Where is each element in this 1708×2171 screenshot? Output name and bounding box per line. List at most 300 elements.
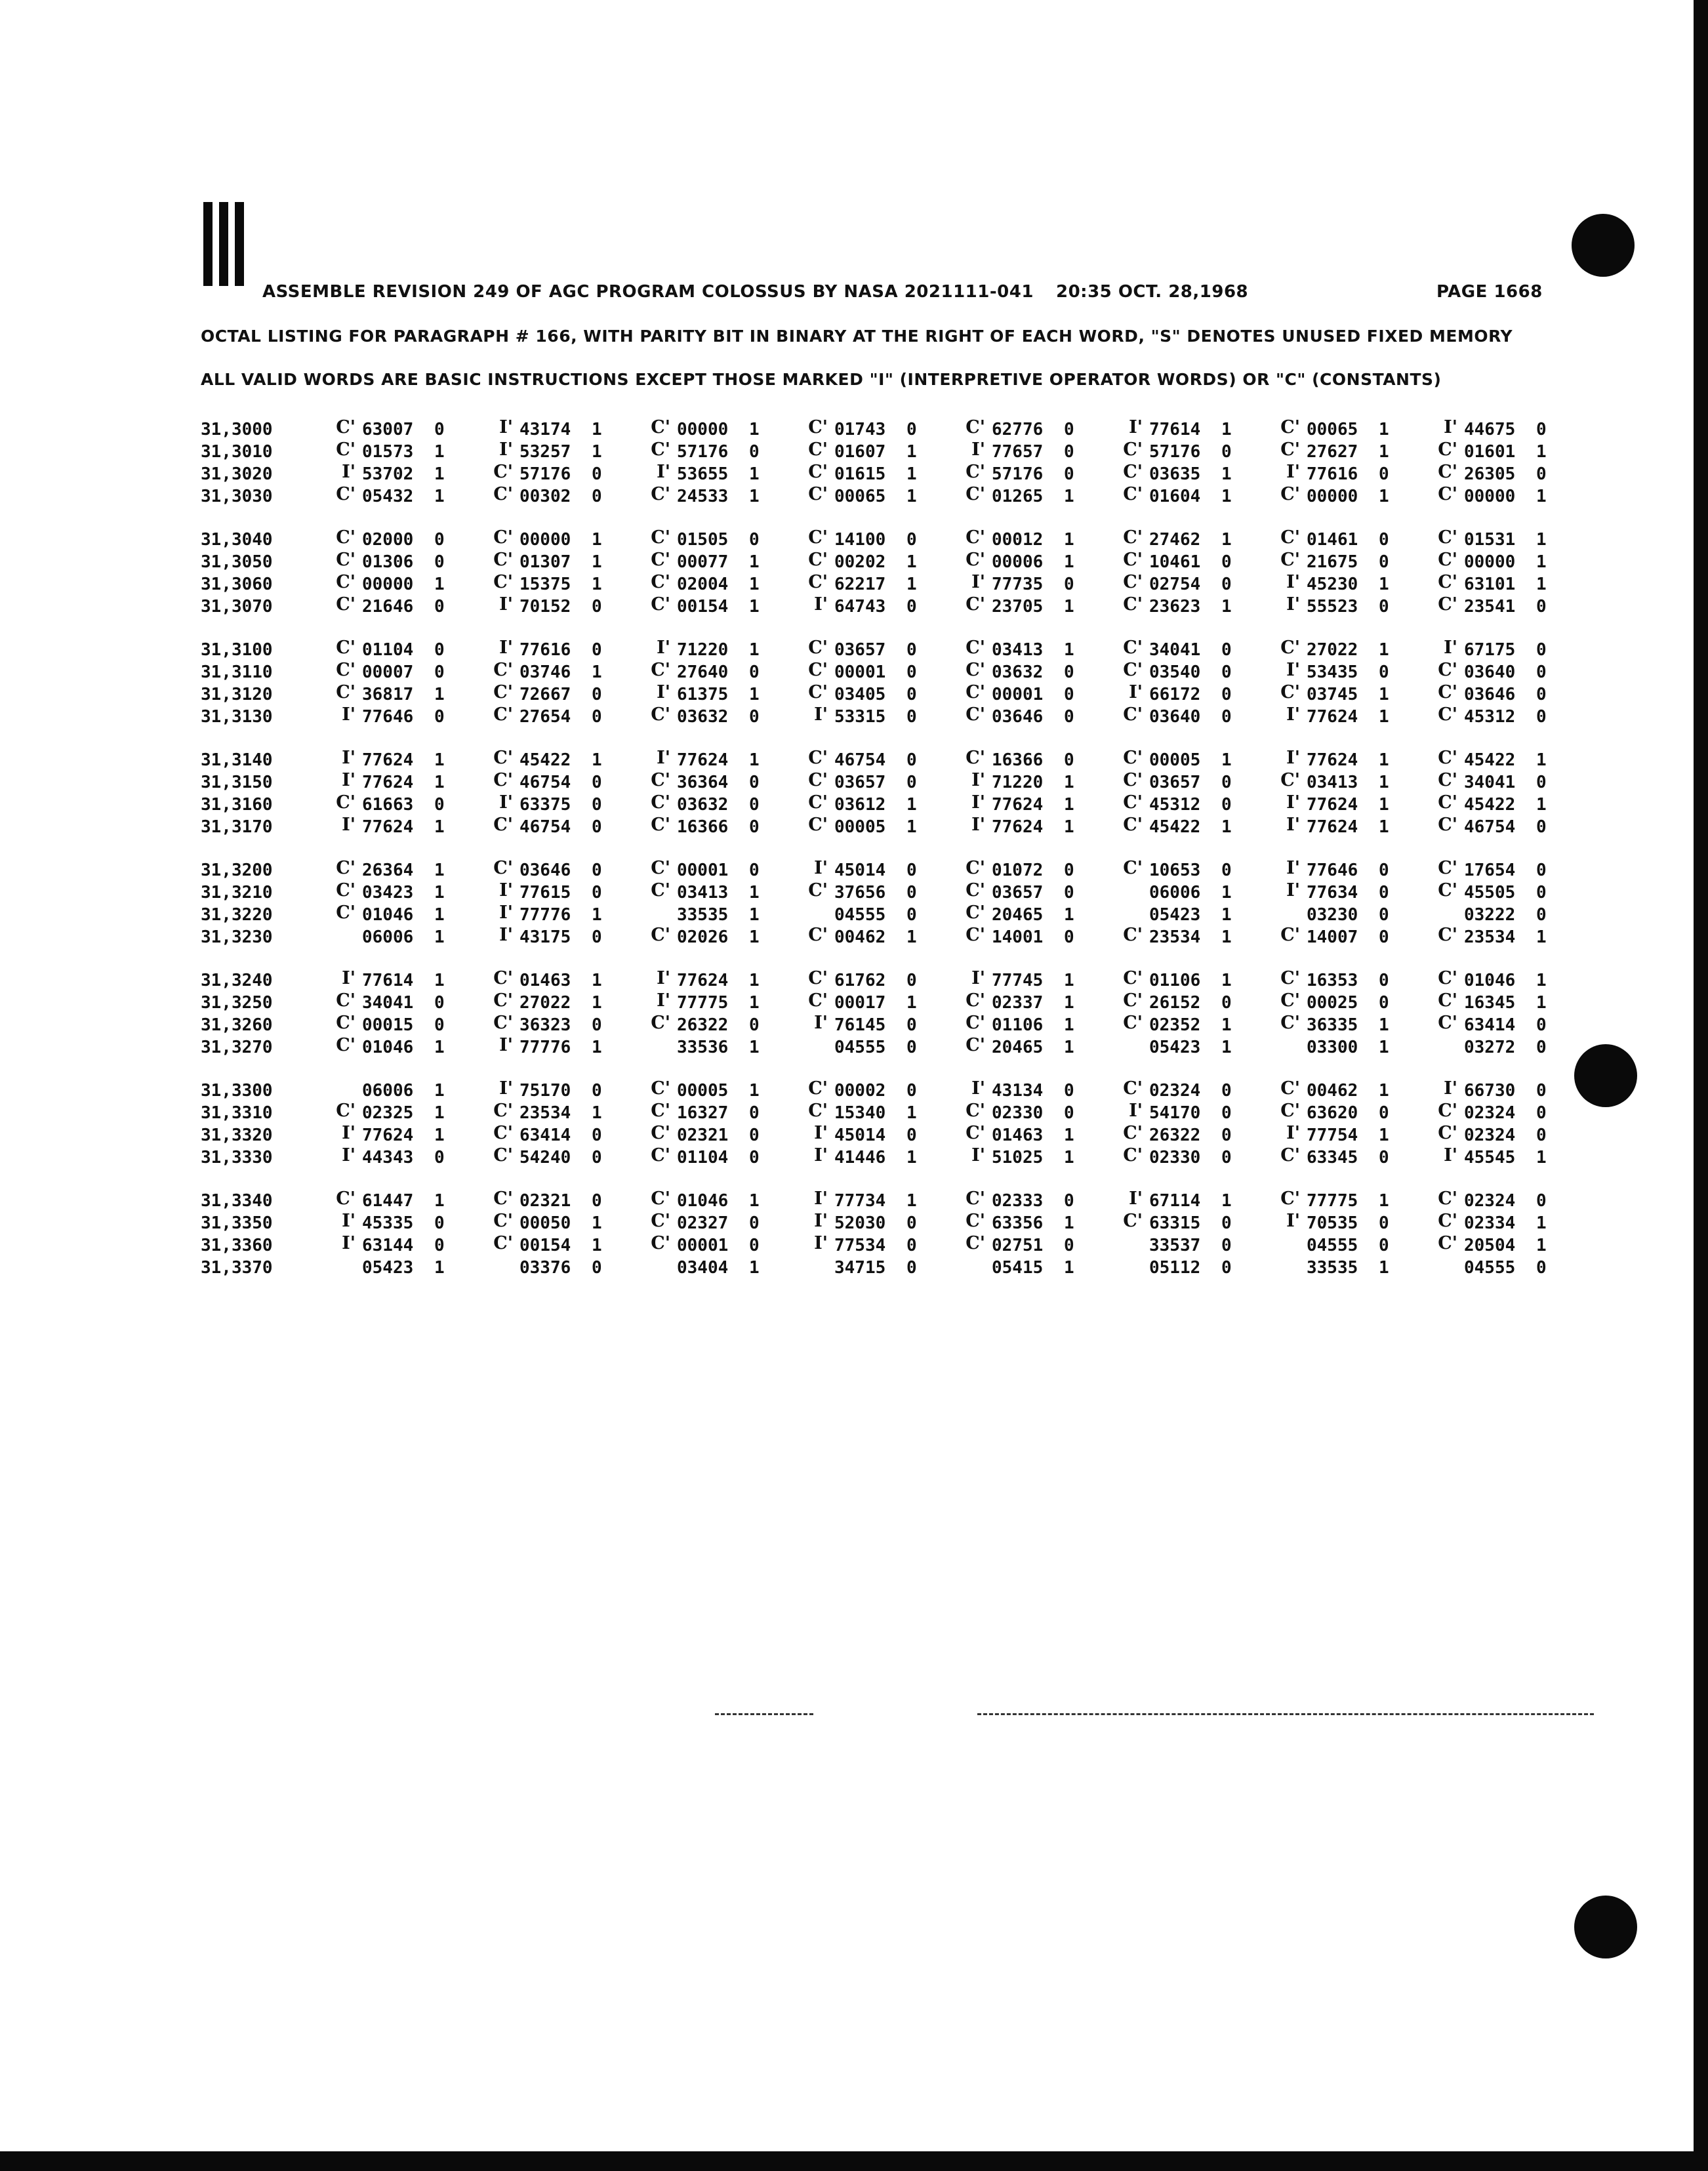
word-value: 77646 (362, 707, 414, 727)
word-type-marker: I' (657, 462, 670, 482)
word-value: 02754 (1149, 575, 1201, 594)
parity-bit: 0 (906, 773, 917, 792)
parity-bit: 1 (906, 817, 917, 837)
word-value: 20465 (992, 1038, 1044, 1057)
word-type-marker: C' (808, 990, 828, 1011)
parity-bit: 0 (592, 1015, 602, 1035)
word-value: 00000 (1464, 487, 1516, 506)
word-value: 01607 (834, 442, 886, 462)
parity-bit: 0 (1536, 420, 1547, 439)
parity-bit: 0 (906, 1015, 917, 1035)
word-type-marker: C' (808, 925, 828, 945)
word-value: 00015 (362, 1015, 414, 1035)
parity-bit: 0 (749, 795, 760, 815)
word-type-marker: C' (966, 484, 985, 504)
row-address: 31,3130 (201, 707, 273, 727)
word-type-marker: I' (342, 748, 356, 768)
word-type-marker: C' (966, 550, 985, 570)
word-type-marker: I' (657, 968, 670, 988)
word-value: 26322 (677, 1015, 729, 1035)
word-value: 23623 (1149, 597, 1201, 617)
word-value: 02352 (1149, 1015, 1201, 1035)
word-type-marker: I' (1286, 572, 1300, 592)
word-type-marker: C' (966, 1013, 985, 1033)
word-type-marker: I' (657, 682, 670, 702)
listing-description-line-2: ALL VALID WORDS ARE BASIC INSTRUCTIONS EXCEPT THOSE MARKED "I" (INTERPRETIVE OPERATOR WORDS) OR "C" (CONSTANTS) (201, 370, 1442, 389)
word-value: 03745 (1307, 685, 1358, 704)
parity-bit: 0 (1064, 1236, 1074, 1255)
row-address: 31,3030 (201, 487, 273, 506)
row-address: 31,3040 (201, 530, 273, 550)
word-value: 01463 (992, 1126, 1044, 1145)
parity-bit: 0 (1221, 993, 1232, 1013)
word-type-marker: I' (1444, 1145, 1457, 1166)
word-value: 63101 (1464, 575, 1516, 594)
word-type-marker: C' (493, 1101, 513, 1121)
word-type-marker: C' (1438, 704, 1457, 725)
scan-border-bottom (0, 2151, 1708, 2171)
parity-bit: 0 (1221, 442, 1232, 462)
word-value: 27654 (519, 707, 571, 727)
word-value: 00000 (519, 530, 571, 550)
parity-bit: 1 (434, 750, 445, 770)
word-type-marker: I' (342, 968, 356, 988)
word-type-marker: C' (1123, 1013, 1143, 1033)
word-type-marker: I' (971, 770, 985, 790)
row-address: 31,3000 (201, 420, 273, 439)
word-type-marker: C' (651, 925, 670, 945)
word-type-marker: C' (808, 462, 828, 482)
listing-timestamp: 20:35 OCT. 28,1968 (1056, 282, 1249, 302)
word-type-marker: C' (651, 417, 670, 437)
word-value: 77624 (992, 795, 1044, 815)
word-value: 77624 (1307, 817, 1358, 837)
word-type-marker: C' (808, 484, 828, 504)
parity-bit: 0 (1221, 1126, 1232, 1145)
word-value: 63345 (1307, 1148, 1358, 1167)
parity-bit: 0 (1064, 685, 1074, 704)
word-value: 01046 (362, 1038, 414, 1057)
parity-bit: 0 (749, 1148, 760, 1167)
word-value: 77776 (519, 1038, 571, 1057)
row-address: 31,3240 (201, 971, 273, 990)
parity-bit: 1 (1379, 1038, 1389, 1057)
parity-bit: 1 (749, 971, 760, 990)
word-value: 61663 (362, 795, 414, 815)
word-value: 00002 (834, 1081, 886, 1101)
parity-bit: 1 (749, 420, 760, 439)
word-value: 46754 (519, 773, 571, 792)
parity-bit: 0 (749, 442, 760, 462)
word-value: 23705 (992, 597, 1044, 617)
parity-bit: 1 (1064, 1148, 1074, 1167)
word-value: 03657 (834, 640, 886, 660)
word-type-marker: C' (966, 417, 985, 437)
parity-bit: 1 (1221, 750, 1232, 770)
parity-bit: 0 (1536, 640, 1547, 660)
word-value: 77734 (834, 1191, 886, 1211)
word-type-marker: I' (814, 594, 828, 615)
parity-bit: 0 (1536, 861, 1547, 880)
word-value: 63375 (519, 795, 571, 815)
word-type-marker: C' (808, 638, 828, 658)
word-value: 00005 (834, 817, 886, 837)
parity-bit: 0 (1536, 464, 1547, 484)
word-type-marker: C' (1123, 748, 1143, 768)
word-value: 02334 (1464, 1213, 1516, 1233)
word-value: 06006 (362, 927, 414, 947)
word-value: 00000 (1307, 487, 1358, 506)
word-type-marker: C' (493, 660, 513, 680)
word-type-marker: C' (1438, 748, 1457, 768)
parity-bit: 1 (1536, 1213, 1547, 1233)
word-value: 26322 (1149, 1126, 1201, 1145)
parity-bit: 1 (906, 993, 917, 1013)
parity-bit: 0 (434, 530, 445, 550)
word-type-marker: C' (1280, 770, 1300, 790)
word-type-marker: C' (336, 1188, 356, 1209)
word-type-marker: C' (651, 880, 670, 901)
row-address: 31,3320 (201, 1126, 273, 1145)
parity-bit: 1 (434, 773, 445, 792)
parity-bit: 0 (1536, 1103, 1547, 1123)
word-value: 77614 (1149, 420, 1201, 439)
word-value: 52030 (834, 1213, 886, 1233)
word-value: 77634 (1307, 883, 1358, 903)
parity-bit: 0 (906, 1081, 917, 1101)
word-value: 16327 (677, 1103, 729, 1123)
word-value: 02324 (1464, 1191, 1516, 1211)
word-type-marker: C' (966, 704, 985, 725)
word-value: 00462 (834, 927, 886, 947)
parity-bit: 1 (1064, 905, 1074, 925)
word-value: 03272 (1464, 1038, 1516, 1057)
word-type-marker: I' (342, 704, 356, 725)
word-type-marker: C' (808, 660, 828, 680)
parity-bit: 0 (592, 1126, 602, 1145)
word-value: 46754 (519, 817, 571, 837)
word-type-marker: C' (493, 572, 513, 592)
parity-bit: 1 (434, 905, 445, 925)
word-type-marker: C' (1438, 968, 1457, 988)
parity-bit: 1 (434, 575, 445, 594)
word-type-marker: C' (1438, 1211, 1457, 1231)
word-type-marker: C' (966, 858, 985, 878)
parity-bit: 0 (434, 993, 445, 1013)
word-type-marker: C' (493, 990, 513, 1011)
word-type-marker: I' (971, 1078, 985, 1099)
word-type-marker: C' (808, 1078, 828, 1099)
word-value: 03423 (362, 883, 414, 903)
word-value: 00462 (1307, 1081, 1358, 1101)
word-type-marker: C' (1123, 792, 1143, 813)
parity-bit: 1 (1379, 707, 1389, 727)
row-address: 31,3100 (201, 640, 273, 660)
word-type-marker: I' (499, 417, 513, 437)
parity-bit: 1 (1536, 1236, 1547, 1255)
word-value: 03657 (992, 883, 1044, 903)
word-value: 61447 (362, 1191, 414, 1211)
word-value: 02324 (1149, 1081, 1201, 1101)
word-value: 43174 (519, 420, 571, 439)
parity-bit: 0 (1064, 861, 1074, 880)
row-address: 31,3150 (201, 773, 273, 792)
parity-bit: 0 (592, 1148, 602, 1167)
parity-bit: 1 (1221, 817, 1232, 837)
word-type-marker: C' (1123, 572, 1143, 592)
parity-bit: 1 (1536, 927, 1547, 947)
parity-bit: 0 (906, 597, 917, 617)
parity-bit: 1 (1536, 530, 1547, 550)
word-value: 46754 (1464, 817, 1516, 837)
word-type-marker: I' (1129, 682, 1143, 702)
word-value: 43134 (992, 1081, 1044, 1101)
parity-bit: 0 (1379, 971, 1389, 990)
word-value: 00065 (834, 487, 886, 506)
row-address: 31,3260 (201, 1015, 273, 1035)
word-value: 16353 (1307, 971, 1358, 990)
parity-bit: 1 (1221, 1015, 1232, 1035)
word-type-marker: I' (1444, 417, 1457, 437)
word-value: 00154 (519, 1236, 571, 1255)
word-value: 02321 (519, 1191, 571, 1211)
word-value: 45312 (1464, 707, 1516, 727)
word-value: 71220 (992, 773, 1044, 792)
word-value: 05112 (1149, 1258, 1201, 1278)
word-value: 77624 (992, 817, 1044, 837)
word-type-marker: C' (1438, 550, 1457, 570)
parity-bit: 1 (1064, 795, 1074, 815)
word-type-marker: C' (651, 770, 670, 790)
word-value: 02333 (992, 1191, 1044, 1211)
word-value: 36323 (519, 1015, 571, 1035)
word-type-marker: C' (966, 1188, 985, 1209)
parity-bit: 0 (906, 750, 917, 770)
parity-bit: 0 (1379, 530, 1389, 550)
word-type-marker: C' (1438, 594, 1457, 615)
word-type-marker: I' (1286, 880, 1300, 901)
word-type-marker: C' (1123, 968, 1143, 988)
parity-bit: 1 (434, 1191, 445, 1211)
word-type-marker: C' (651, 1233, 670, 1253)
word-value: 00000 (1464, 552, 1516, 572)
parity-bit: 1 (906, 1191, 917, 1211)
parity-bit: 1 (592, 575, 602, 594)
word-value: 03413 (677, 883, 729, 903)
parity-bit: 1 (1221, 487, 1232, 506)
parity-bit: 1 (592, 442, 602, 462)
word-value: 77616 (1307, 464, 1358, 484)
parity-bit: 0 (1064, 464, 1074, 484)
word-type-marker: I' (1286, 594, 1300, 615)
word-value: 63007 (362, 420, 414, 439)
word-type-marker: C' (1438, 1123, 1457, 1143)
word-type-marker: I' (814, 1211, 828, 1231)
word-value: 04555 (1464, 1258, 1516, 1278)
word-value: 00017 (834, 993, 886, 1013)
word-value: 01046 (677, 1191, 729, 1211)
tear-line-right (977, 1713, 1594, 1715)
parity-bit: 1 (434, 1126, 445, 1145)
word-type-marker: C' (651, 815, 670, 835)
word-value: 03657 (834, 773, 886, 792)
parity-bit: 1 (749, 685, 760, 704)
word-type-marker: C' (1123, 770, 1143, 790)
word-type-marker: C' (1438, 858, 1457, 878)
parity-bit: 1 (906, 575, 917, 594)
word-type-marker: C' (651, 527, 670, 548)
word-value: 26152 (1149, 993, 1201, 1013)
word-value: 36364 (677, 773, 729, 792)
parity-bit: 1 (1379, 1191, 1389, 1211)
word-type-marker: C' (1280, 682, 1300, 702)
word-type-marker: C' (336, 638, 356, 658)
word-value: 24533 (677, 487, 729, 506)
word-value: 00077 (677, 552, 729, 572)
parity-bit: 0 (1536, 1258, 1547, 1278)
word-value: 57176 (1149, 442, 1201, 462)
word-type-marker: I' (1286, 858, 1300, 878)
word-type-marker: I' (814, 1233, 828, 1253)
word-type-marker: I' (1129, 1101, 1143, 1121)
word-value: 77624 (362, 1126, 414, 1145)
word-value: 03646 (992, 707, 1044, 727)
word-value: 54170 (1149, 1103, 1201, 1123)
word-value: 53655 (677, 464, 729, 484)
word-type-marker: C' (808, 968, 828, 988)
parity-bit: 1 (434, 487, 445, 506)
word-type-marker: C' (1123, 925, 1143, 945)
parity-bit: 1 (1221, 905, 1232, 925)
word-value: 03657 (1149, 773, 1201, 792)
parity-bit: 0 (1221, 1258, 1232, 1278)
word-value: 00050 (519, 1213, 571, 1233)
word-value: 03646 (1464, 685, 1516, 704)
parity-bit: 0 (434, 597, 445, 617)
parity-bit: 1 (1221, 464, 1232, 484)
word-type-marker: C' (1123, 462, 1143, 482)
word-type-marker: C' (1280, 417, 1300, 437)
word-value: 77775 (1307, 1191, 1358, 1211)
parity-bit: 0 (592, 773, 602, 792)
word-value: 04555 (834, 905, 886, 925)
parity-bit: 0 (1379, 1103, 1389, 1123)
parity-bit: 0 (906, 905, 917, 925)
parity-bit: 1 (592, 1103, 602, 1123)
parity-bit: 1 (1536, 552, 1547, 572)
parity-bit: 0 (1379, 464, 1389, 484)
word-value: 04555 (1307, 1236, 1358, 1255)
parity-bit: 1 (749, 1081, 760, 1101)
word-value: 01463 (519, 971, 571, 990)
word-type-marker: I' (499, 594, 513, 615)
word-value: 01604 (1149, 487, 1201, 506)
word-value: 77616 (519, 640, 571, 660)
parity-bit: 0 (1221, 795, 1232, 815)
word-type-marker: C' (808, 439, 828, 460)
word-value: 45230 (1307, 575, 1358, 594)
parity-bit: 0 (1064, 1191, 1074, 1211)
word-value: 51025 (992, 1148, 1044, 1167)
parity-bit: 0 (1221, 1213, 1232, 1233)
word-value: 00007 (362, 662, 414, 682)
parity-bit: 0 (1536, 1038, 1547, 1057)
word-value: 36817 (362, 685, 414, 704)
word-type-marker: C' (1280, 968, 1300, 988)
word-type-marker: C' (651, 550, 670, 570)
word-value: 00006 (992, 552, 1044, 572)
parity-bit: 1 (1064, 993, 1074, 1013)
parity-bit: 1 (434, 464, 445, 484)
word-type-marker: C' (1280, 638, 1300, 658)
word-type-marker: C' (1280, 484, 1300, 504)
parity-bit: 0 (749, 707, 760, 727)
word-value: 01601 (1464, 442, 1516, 462)
parity-bit: 0 (1221, 1148, 1232, 1167)
word-value: 77624 (362, 750, 414, 770)
row-address: 31,3020 (201, 464, 273, 484)
word-type-marker: C' (651, 1188, 670, 1209)
parity-bit: 1 (1536, 993, 1547, 1013)
word-type-marker: C' (493, 1145, 513, 1166)
parity-bit: 0 (906, 685, 917, 704)
word-value: 63144 (362, 1236, 414, 1255)
word-value: 06006 (1149, 883, 1201, 903)
word-type-marker: I' (1286, 1123, 1300, 1143)
word-type-marker: C' (651, 792, 670, 813)
row-address: 31,3310 (201, 1103, 273, 1123)
parity-bit: 0 (434, 552, 445, 572)
parity-bit: 1 (592, 420, 602, 439)
parity-bit: 1 (1536, 442, 1547, 462)
word-type-marker: I' (1129, 1188, 1143, 1209)
word-value: 15340 (834, 1103, 886, 1123)
word-type-marker: C' (1438, 484, 1457, 504)
parity-bit: 0 (906, 1213, 917, 1233)
word-value: 01307 (519, 552, 571, 572)
parity-bit: 1 (1221, 971, 1232, 990)
parity-bit: 0 (1379, 905, 1389, 925)
parity-bit: 0 (906, 1126, 917, 1145)
word-type-marker: I' (814, 858, 828, 878)
parity-bit: 0 (1064, 420, 1074, 439)
word-value: 77624 (677, 750, 729, 770)
parity-bit: 0 (1064, 1081, 1074, 1101)
parity-bit: 1 (749, 464, 760, 484)
row-address: 31,3010 (201, 442, 273, 462)
word-type-marker: C' (966, 1123, 985, 1143)
parity-bit: 1 (434, 817, 445, 837)
word-value: 45422 (1149, 817, 1201, 837)
parity-bit: 1 (906, 1103, 917, 1123)
parity-bit: 1 (749, 487, 760, 506)
parity-bit: 1 (1379, 773, 1389, 792)
word-value: 70152 (519, 597, 571, 617)
word-type-marker: C' (493, 770, 513, 790)
word-value: 10461 (1149, 552, 1201, 572)
parity-bit: 0 (1064, 575, 1074, 594)
word-value: 27462 (1149, 530, 1201, 550)
word-type-marker: C' (651, 1013, 670, 1033)
word-type-marker: C' (1123, 990, 1143, 1011)
word-value: 55523 (1307, 597, 1358, 617)
parity-bit: 0 (749, 861, 760, 880)
word-value: 77624 (1307, 707, 1358, 727)
word-value: 02004 (677, 575, 729, 594)
word-type-marker: C' (1280, 1145, 1300, 1166)
row-address: 31,3270 (201, 1038, 273, 1057)
word-value: 34041 (1464, 773, 1516, 792)
